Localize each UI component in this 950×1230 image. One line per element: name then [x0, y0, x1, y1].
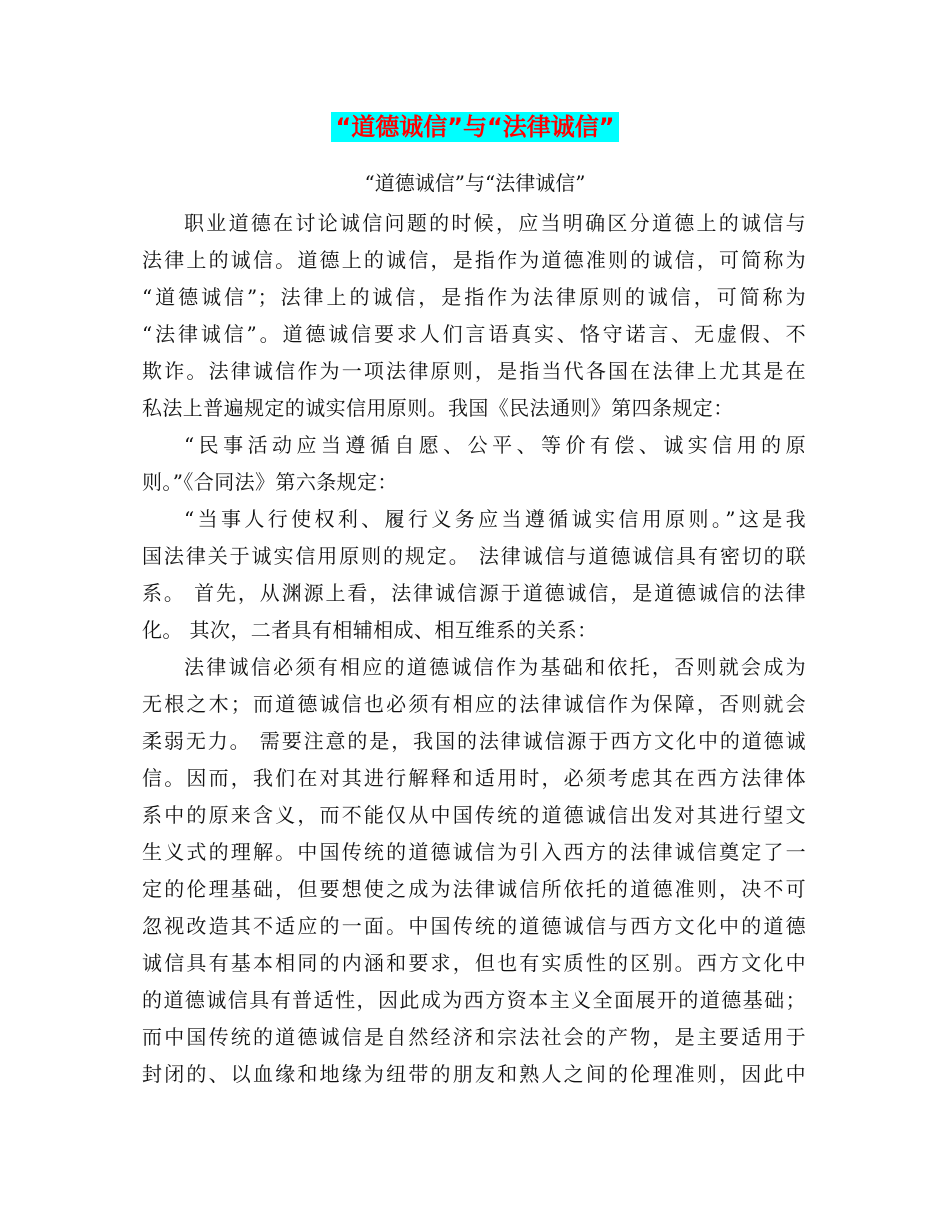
document-subtitle: “道德诚信”与“法律诚信” — [364, 171, 586, 195]
body-line: 化。 其次，二者具有相辅相成、相互维系的关系： — [142, 618, 598, 642]
body-line: 欺诈。法律诚信作为一项法律原则，是指当代各国在法律上尤其是在 — [142, 359, 806, 383]
body-line: 私法上普遍规定的诚实信用原则。我国《民法通则》第四条规定： — [142, 396, 734, 420]
body-line: 法律上的诚信。道德上的诚信，是指作为道德准则的诚信，可简称为 — [142, 248, 806, 272]
body-line: 法律诚信必须有相应的道德诚信作为基础和依托，否则就会成为 — [184, 655, 806, 679]
body-line: “民事活动应当遵循自愿、公平、等价有偿、诚实信用的原 — [184, 433, 806, 457]
document-title: “道德诚信”与“法律诚信” — [331, 112, 618, 142]
body-line: 信。因而，我们在对其进行解释和适用时，必须考虑其在西方法律体 — [142, 766, 806, 790]
document-body — [142, 205, 806, 1093]
body-line: 系。 首先，从渊源上看，法律诚信源于道德诚信，是道德诚信的法律 — [142, 581, 806, 605]
body-line: 则。”《合同法》第六条规定： — [142, 470, 398, 494]
body-line: 柔弱无力。 需要注意的是，我国的法律诚信源于西方文化中的道德诚 — [142, 729, 806, 753]
body-line: 诚信具有基本相同的内涵和要求，但也有实质性的区别。西方文化中 — [142, 951, 806, 975]
body-line: 系中的原来含义，而不能仅从中国传统的道德诚信出发对其进行望文 — [142, 803, 806, 827]
body-line: 生义式的理解。中国传统的道德诚信为引入西方的法律诚信奠定了一 — [142, 840, 806, 864]
body-line: 国法律关于诚实信用原则的规定。 法律诚信与道德诚信具有密切的联 — [142, 544, 806, 568]
body-line: 职业道德在讨论诚信问题的时候，应当明确区分道德上的诚信与 — [184, 211, 806, 235]
body-line: 定的伦理基础，但要想使之成为法律诚信所依托的道德准则，决不可 — [142, 877, 806, 901]
body-line: 的道德诚信具有普适性，因此成为西方资本主义全面展开的道德基础； — [142, 988, 806, 1012]
title-container — [0, 112, 950, 142]
body-line: 无根之木；而道德诚信也必须有相应的法律诚信作为保障，否则就会 — [142, 692, 806, 716]
body-line: 封闭的、以血缘和地缘为纽带的朋友和熟人之间的伦理准则，因此中 — [142, 1062, 806, 1086]
body-line: 而中国传统的道德诚信是自然经济和宗法社会的产物，是主要适用于 — [142, 1025, 806, 1049]
body-line: “道德诚信”；法律上的诚信，是指作为法律原则的诚信，可简称为 — [142, 285, 806, 309]
body-line: 忽视改造其不适应的一面。中国传统的道德诚信与西方文化中的道德 — [142, 914, 806, 938]
body-line: “当事人行使权利、履行义务应当遵循诚实信用原则。”这是我 — [184, 507, 806, 531]
body-line: “法律诚信”。道德诚信要求人们言语真实、恪守诺言、无虚假、不 — [142, 322, 806, 346]
